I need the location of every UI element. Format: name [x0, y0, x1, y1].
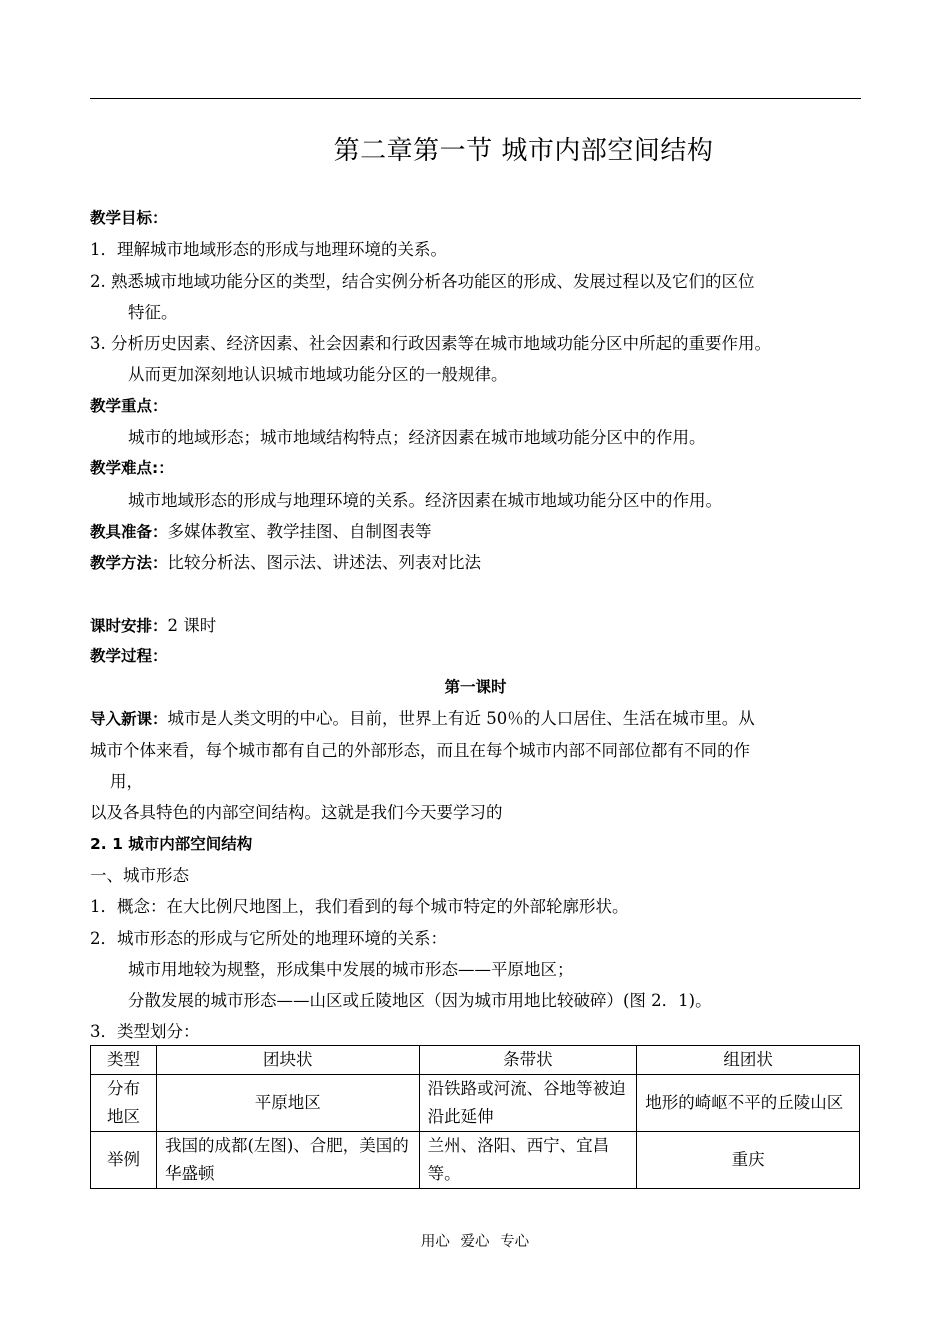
schedule-label: 课时安排： — [90, 616, 168, 635]
key-points-text: 城市的地域形态；城市地域结构特点；经济因素在城市地域功能分区中的作用。 — [128, 428, 706, 448]
objective-item: 2. 熟悉城市地域功能分区的类型，结合实例分析各功能区的形成、发展过程以及它们的区位 — [90, 271, 755, 291]
table-cell: 沿铁路或河流、谷地等被迫沿此延伸 — [419, 1075, 637, 1132]
city-form-types-table — [90, 1045, 860, 1189]
table-cell: 重庆 — [637, 1132, 860, 1189]
tools-text: 多媒体教室、教学挂图、自制图表等 — [167, 521, 432, 541]
table-row — [91, 1075, 860, 1132]
table-header-cell: 条带状 — [419, 1046, 637, 1075]
section-heading: 2. 1 城市内部空间结构 — [90, 834, 253, 853]
key-points-label: 教学重点： — [90, 396, 168, 415]
intro-text: 城市是人类文明的中心。目前，世界上有近 50％的人口居住、生活在城市里。从 — [167, 709, 755, 729]
difficulties-label: 教学难点:： — [90, 459, 174, 478]
point-subitem: 分散发展的城市形态——山区或丘陵地区（因为城市用地比较破碎）(图 2．1)。 — [128, 991, 712, 1011]
table-cell: 分布地区 — [91, 1075, 157, 1132]
page-title: 第二章第一节 城市内部空间结构 — [333, 136, 714, 166]
objectives-label: 教学目标： — [90, 209, 168, 227]
point-item: 2．城市形态的形成与它所处的地理环境的关系： — [90, 928, 447, 948]
schedule-text: 2 课时 — [167, 615, 217, 635]
point-item: 3．类型划分： — [90, 1022, 200, 1042]
objective-item: 1．理解城市地域形态的形成与地理环境的关系。 — [90, 240, 447, 260]
point-item: 1．概念：在大比例尺地图上，我们看到的每个城市特定的外部轮廓形状。 — [90, 897, 629, 917]
objective-item-continuation: 从而更加深刻地认识城市地域功能分区的一般规律。 — [128, 365, 508, 385]
table-cell: 举例 — [91, 1132, 157, 1189]
tools-label: 教具准备： — [90, 522, 168, 541]
table-cell: 我国的成都(左图)、合肥，美国的华盛顿 — [156, 1132, 419, 1189]
methods-line — [90, 547, 861, 578]
objective-item-continuation: 特征。 — [128, 302, 178, 322]
point-subitem: 城市用地较为规整，形成集中发展的城市形态——平原地区； — [128, 959, 574, 979]
difficulties-text: 城市地域形态的形成与地理环境的关系。经济因素在城市地域功能分区中的作用。 — [128, 490, 722, 510]
intro-line: 城市个体来看，每个城市都有自己的外部形态，而且在每个城市内部不同部位都有不同的作 — [90, 740, 750, 760]
table-cell: 地形的崎岖不平的丘陵山区 — [637, 1075, 860, 1132]
table-cell: 平原地区 — [156, 1075, 419, 1132]
intro-line: 用， — [110, 772, 143, 792]
table-header-cell: 组团状 — [637, 1046, 860, 1075]
tools-line — [90, 516, 861, 547]
table-header-cell: 类型 — [91, 1046, 157, 1075]
blank-line — [90, 579, 861, 610]
intro-line: 以及各具特色的内部空间结构。这就是我们今天要学习的 — [90, 803, 503, 823]
table-header-cell: 团块状 — [156, 1046, 419, 1075]
subsection-heading: 一、城市形态 — [90, 865, 189, 885]
objective-item: 3. 分析历史因素、经济因素、社会因素和行政因素等在城市地域功能分区中所起的重要作用。 — [90, 334, 771, 354]
process-label: 教学过程： — [90, 646, 168, 665]
methods-text: 比较分析法、图示法、讲述法、列表对比法 — [167, 553, 482, 573]
header-rule — [90, 98, 861, 99]
document-body — [90, 203, 861, 1048]
table-header-row — [91, 1046, 860, 1075]
methods-label: 教学方法： — [90, 554, 168, 573]
table-cell: 兰州、洛阳、西宁、宜昌等。 — [419, 1132, 637, 1189]
schedule-line — [90, 610, 861, 641]
intro-label: 导入新课： — [90, 710, 168, 729]
lesson-title: 第一课时 — [444, 678, 507, 697]
page-footer: 用心 爱心 专心 — [420, 1234, 530, 1250]
intro-line — [90, 703, 861, 734]
table-row — [91, 1132, 860, 1189]
